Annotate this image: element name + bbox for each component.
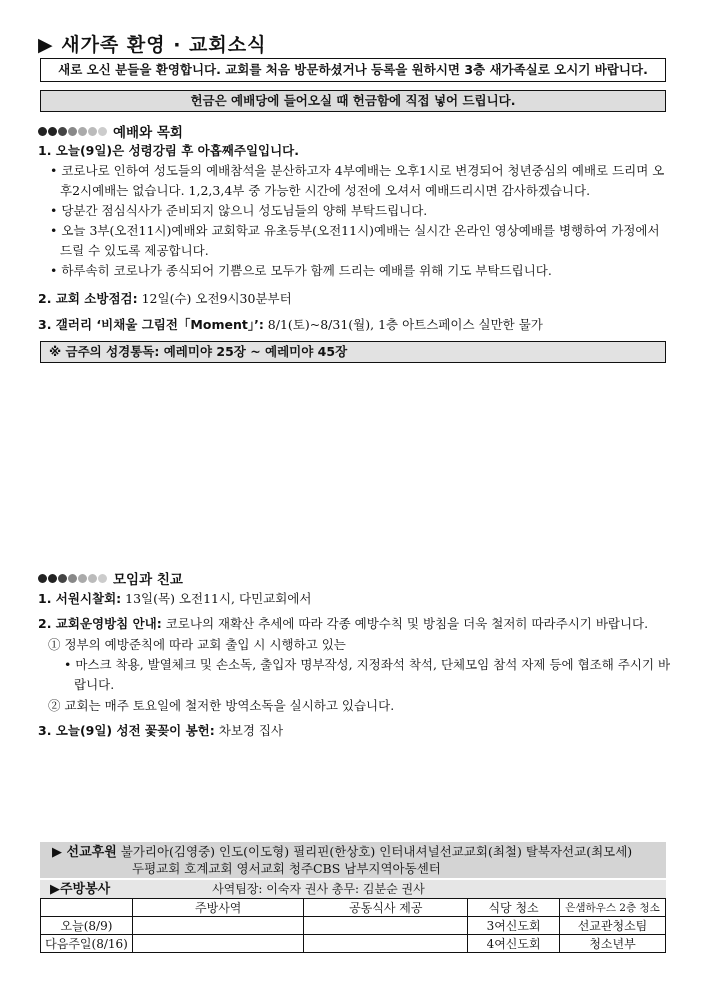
section-title: 모임과 친교 — [113, 572, 183, 588]
bible-reading-notice: ※ 금주의 성경통독: 예레미야 25장 ~ 예레미야 45장 — [40, 341, 666, 363]
table-cell: 은샘하우스 2층 청소 — [560, 899, 666, 917]
mission-support-box — [40, 842, 666, 878]
mission-label: ▶ 선교후원 — [52, 845, 117, 860]
table-cell: 4여신도회 — [468, 935, 560, 953]
table-cell — [304, 935, 468, 953]
worship-bullets — [48, 161, 668, 281]
section-header-fellowship — [38, 568, 183, 588]
item-text: 12일(수) 오전9시30분부터 — [137, 291, 292, 306]
section-header-worship — [38, 121, 183, 141]
offering-box: 헌금은 예배당에 들어오실 때 헌금함에 직접 넣어 드립니다. — [40, 90, 666, 112]
fellowship-item-3 — [38, 721, 668, 741]
table-cell: 3여신도회 — [468, 917, 560, 935]
table-row — [41, 917, 666, 935]
policy-sub-1-bullet: • 마스크 착용, 발열체크 및 손소독, 출입자 명부작성, 지정좌석 착석, 단체모임 참석 자제 등에 협조해 주시기 바랍니다. — [64, 657, 671, 692]
item-text: 차보경 집사 — [214, 723, 284, 738]
dots-icon — [38, 127, 107, 136]
item-heading: 2. 교회 소방점검: — [38, 291, 138, 306]
worship-item-3 — [38, 315, 678, 335]
table-cell — [132, 935, 304, 953]
item-heading: 3. 오늘(9일) 성전 꽃꽂이 봉헌: — [38, 723, 215, 738]
mission-line-2: 두평교회 호계교회 영서교회 청주CBS 남부지역아동센터 — [132, 861, 441, 876]
table-cell — [304, 917, 468, 935]
duty-leaders: 사역팀장: 이숙자 권사 총무: 김분순 권사 — [212, 882, 425, 896]
worship-item-2 — [38, 289, 668, 309]
item-text: 코로나의 재확산 추세에 따라 각종 예방수칙 및 방침을 더욱 철저히 따라주시기 바랍니다. — [161, 616, 649, 631]
kitchen-duty-header — [40, 880, 666, 899]
section-title: 예배와 목회 — [113, 125, 183, 141]
bullet-item: • 하루속히 코로나가 종식되어 기쁨으로 모두가 함께 드리는 예배를 위해 기도 부탁드립니다. — [50, 263, 552, 278]
page-title: ▶ 새가족 환영 · 교회소식 — [38, 34, 267, 56]
table-cell: 다음주일(8/16) — [41, 935, 133, 953]
table-header-row — [41, 899, 666, 917]
policy-sub-1: ① 정부의 예방준칙에 따라 교회 출입 시 시행하고 있는 — [48, 637, 346, 652]
mission-line-1: 불가리아(김영중) 인도(이도형) 필리핀(한상호) 인터내셔널선교교회(최철) 탈북자선교(최모세) — [120, 844, 633, 859]
duty-label: ▶주방봉사 — [50, 882, 111, 897]
item-text: 13일(목) 오전11시, 다민교회에서 — [121, 591, 312, 606]
table-cell: 식당 청소 — [468, 899, 560, 917]
dots-icon — [38, 574, 107, 583]
fellowship-item-2 — [38, 614, 678, 634]
item-text: 8/1(토)~8/31(월), 1층 아트스페이스 실만한 물가 — [263, 317, 543, 332]
policy-sub-2: ② 교회는 매주 토요일에 철저한 방역소독을 실시하고 있습니다. — [48, 698, 395, 713]
table-cell: 선교관청소팀 — [560, 917, 666, 935]
item-heading: 1. 오늘(9일)은 성령강림 후 아홉째주일입니다. — [38, 143, 300, 158]
item-heading: 3. 갤러리 ‘비채울 그림전「Moment」’: — [38, 317, 264, 332]
bullet-item: • 오늘 3부(오전11시)예배와 교회학교 유초등부(오전11시)예배는 실시간 온라인 영상예배를 병행하여 가정에서 드릴 수 있도록 제공합니다. — [50, 223, 660, 258]
table-row — [41, 935, 666, 953]
bullet-item: • 당분간 점심식사가 준비되지 않으니 성도님들의 양해 부탁드립니다. — [50, 203, 428, 218]
item-heading: 2. 교회운영방침 안내: — [38, 616, 162, 631]
fellowship-item-1 — [38, 589, 668, 609]
welcome-box: 새로 오신 분들을 환영합니다. 교회를 처음 방문하셨거나 등록을 원하시면 3층 새가족실로 오시기 바랍니다. — [40, 58, 666, 82]
table-cell: 주방사역 — [132, 899, 304, 917]
item-heading: 1. 서원시찰회: — [38, 591, 122, 606]
worship-item-1 — [38, 141, 668, 161]
table-cell — [132, 917, 304, 935]
table-cell: 오늘(8/9) — [41, 917, 133, 935]
table-cell: 청소년부 — [560, 935, 666, 953]
kitchen-duty-table — [40, 898, 666, 953]
table-cell: 공동식사 제공 — [304, 899, 468, 917]
bullet-item: • 코로나로 인하여 성도들의 예배참석을 분산하고자 4부예배는 오후1시로 변경되어 청년중심의 예배로 드리며 오후2시예배는 없습니다. 1,2,3,4부 중 가능한 시간에 성전에 오셔서 예배드리시면 감사하겠습니다. — [50, 163, 665, 198]
table-cell — [41, 899, 133, 917]
